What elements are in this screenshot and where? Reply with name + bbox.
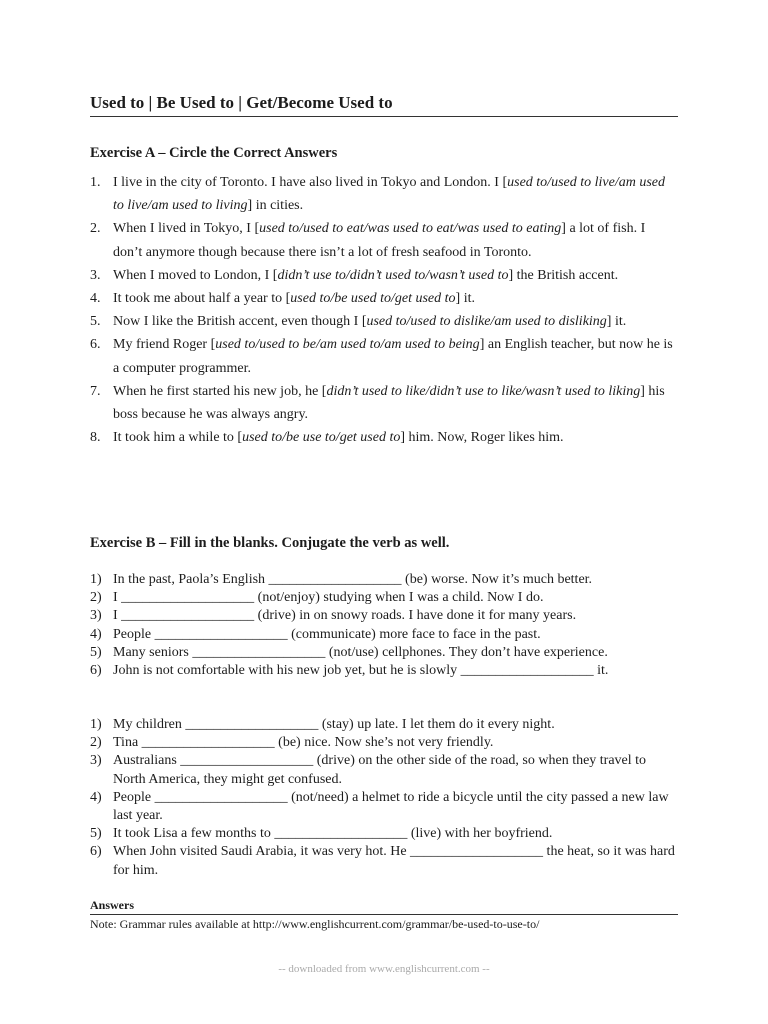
exercise-b-item xyxy=(90,571,678,589)
item-text: ] his boss because he was always angry. xyxy=(113,383,665,423)
item-text: When I moved to London, I [ xyxy=(113,267,278,283)
answer-choices: used to/used to eat/was used to eat/was used to eating xyxy=(259,221,562,237)
exercise-b-item xyxy=(90,662,678,680)
answer-choices: used to/used to live/am used to live/am used to living xyxy=(113,175,665,214)
exercise-b-item xyxy=(90,825,678,843)
exercise-a-heading: Exercise A – Circle the Correct Answers xyxy=(90,145,338,161)
answers-heading: Answers xyxy=(90,898,678,915)
grammar-note: Note: Grammar rules available at http://www.englishcurrent.com/grammar/be-used-to-use-to/ xyxy=(90,917,540,931)
exercise-b-item xyxy=(90,644,678,662)
item-text: When I lived in Tokyo, I [ xyxy=(113,221,260,237)
item-number: 2. xyxy=(90,221,101,237)
item-number: 4. xyxy=(90,291,101,307)
exercise-a-item xyxy=(90,171,678,217)
item-text: I ___________________ (drive) in on snowy roads. I have done it for many years. xyxy=(113,608,577,624)
item-text: People ___________________ (communicate) more face to face in the past. xyxy=(113,626,541,642)
answer-choices: didn’t used to like/didn’t use to like/wasn’t used to liking xyxy=(326,383,641,399)
item-text: My friend Roger [ xyxy=(113,337,216,353)
item-text: John is not comfortable with his new job yet, but he is slowly ___________________ it. xyxy=(113,663,609,679)
item-number: 1. xyxy=(90,175,101,190)
item-number: 6. xyxy=(90,337,101,353)
item-text: ] him. Now, Roger likes him. xyxy=(400,430,564,446)
item-text: My children ___________________ (stay) up late. I let them do it every night. xyxy=(113,717,555,732)
exercise-b-part2-list xyxy=(90,716,678,880)
item-text: Australians ___________________ (drive) on the other side of the road, so when they travel to North America, they might get confused. xyxy=(113,753,647,787)
exercise-a-item xyxy=(90,264,678,287)
item-text: ] in cities. xyxy=(247,198,304,214)
exercise-a-item xyxy=(90,380,678,426)
exercise-b-item xyxy=(90,716,678,734)
answer-choices: used to/be use to/get used to xyxy=(242,430,401,446)
item-text: I live in the city of Toronto. I have also lived in Tokyo and London. I [ xyxy=(113,175,508,190)
exercise-b-item xyxy=(90,626,678,644)
item-text: Many seniors ___________________ (not/use) cellphones. They don’t have experience. xyxy=(113,644,608,660)
answer-choices: used to/used to be/am used to/am used to being xyxy=(215,337,480,353)
exercise-b-item xyxy=(90,843,678,879)
item-text: It took him a while to [ xyxy=(113,430,243,446)
answer-choices: used to/used to dislike/am used to disliking xyxy=(366,314,607,330)
item-number: 2) xyxy=(90,735,102,751)
exercise-b-heading: Exercise B – Fill in the blanks. Conjugate the verb as well. xyxy=(90,535,450,551)
exercise-b-item xyxy=(90,752,678,788)
item-number: 5) xyxy=(90,644,102,660)
answer-choices: used to/be used to/get used to xyxy=(290,291,456,307)
item-text: It took me about half a year to [ xyxy=(113,291,291,307)
item-text: Now I like the British accent, even though I [ xyxy=(113,314,367,330)
item-number: 1) xyxy=(90,572,102,587)
exercise-b-item xyxy=(90,607,678,625)
exercise-a-item xyxy=(90,217,678,263)
item-text: ] an English teacher, but now he is a computer programmer. xyxy=(113,337,673,376)
exercise-b-item xyxy=(90,734,678,752)
exercise-b-item xyxy=(90,589,678,607)
exercise-a-list xyxy=(90,171,678,449)
item-number: 3. xyxy=(90,267,101,283)
item-number: 7. xyxy=(90,383,101,399)
item-text: People ___________________ (not/need) a helmet to ride a bicycle until the city passed a new law last year. xyxy=(113,789,669,824)
exercise-a-item xyxy=(90,333,678,379)
item-text: ] it. xyxy=(455,291,475,307)
item-number: 1) xyxy=(90,717,102,732)
exercise-a-item xyxy=(90,310,678,333)
item-number: 8. xyxy=(90,430,101,446)
item-number: 6) xyxy=(90,663,102,679)
item-number: 3) xyxy=(90,608,102,624)
answer-choices: didn’t use to/didn’t used to/wasn’t used to xyxy=(277,267,509,283)
item-text: It took Lisa a few months to ___________________ (live) with her boyfriend. xyxy=(113,826,553,842)
item-number: 2) xyxy=(90,590,102,606)
item-number: 6) xyxy=(90,844,102,860)
page-title: Used to | Be Used to | Get/Become Used to xyxy=(90,92,678,117)
item-number: 5. xyxy=(90,314,101,330)
item-number: 4) xyxy=(90,789,102,805)
exercise-a-item xyxy=(90,287,678,310)
item-number: 5) xyxy=(90,826,102,842)
item-text: I ___________________ (not/enjoy) studying when I was a child. Now I do. xyxy=(113,590,544,606)
item-number: 4) xyxy=(90,626,102,642)
item-text: ] it. xyxy=(606,314,627,330)
exercise-a-item xyxy=(90,426,678,449)
item-text: ] the British accent. xyxy=(508,267,619,283)
exercise-b-item xyxy=(90,789,678,825)
item-text: When he first started his new job, he [ xyxy=(113,383,327,399)
item-text: In the past, Paola’s English ___________________ (be) worse. Now it’s much better. xyxy=(113,572,593,587)
item-text: Tina ___________________ (be) nice. Now she’s not very friendly. xyxy=(113,735,494,751)
item-text: When John visited Saudi Arabia, it was very hot. He ___________________ the heat, so it was hard for him. xyxy=(113,844,675,878)
item-number: 3) xyxy=(90,753,102,769)
download-footer: -- downloaded from www.englishcurrent.com -- xyxy=(278,963,490,975)
exercise-b-part1-list xyxy=(90,571,678,680)
item-text: ] a lot of fish. I don’t anymore though because there isn’t a lot of fresh seafood in Toronto. xyxy=(113,221,646,260)
